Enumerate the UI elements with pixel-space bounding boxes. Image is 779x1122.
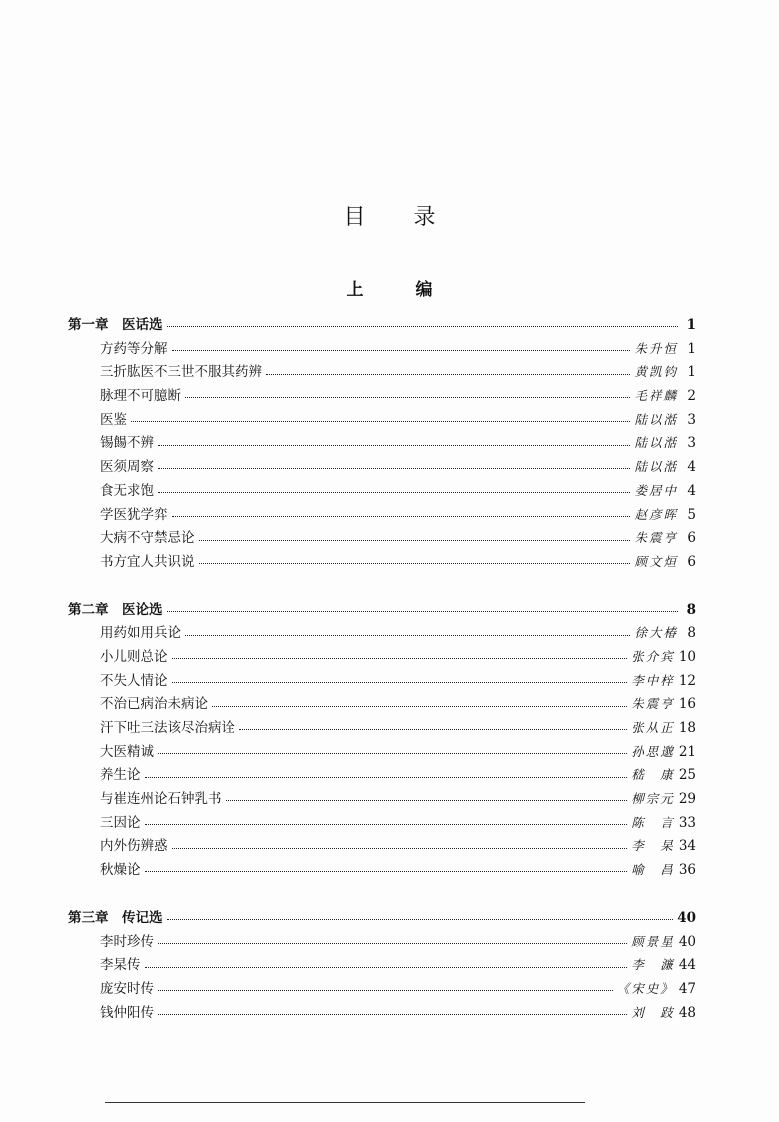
entry-author: 张介宾 xyxy=(631,648,675,664)
dot-leader xyxy=(158,943,627,944)
toc-entry[interactable] xyxy=(68,337,696,361)
entry-author: 顾景星 xyxy=(631,933,675,949)
toc-entry[interactable] xyxy=(68,479,696,503)
entry-page-number: 18 xyxy=(678,720,696,736)
dot-leader xyxy=(172,350,631,351)
toc-entry[interactable] xyxy=(68,740,696,764)
toc-entry[interactable] xyxy=(68,716,696,740)
toc-entry[interactable] xyxy=(68,503,696,527)
toc-entry[interactable] xyxy=(68,550,696,574)
entry-page-number: 40 xyxy=(678,933,696,950)
dot-leader xyxy=(145,871,628,872)
entry-author: 朱震亨 xyxy=(634,530,678,546)
chapter-title: 第二章 医论选 xyxy=(68,601,163,618)
entry-author: 陈 言 xyxy=(631,814,675,830)
dot-leader xyxy=(172,848,628,849)
entry-title: 汗下吐三法该尽治病诠 xyxy=(100,720,235,736)
part-title xyxy=(0,275,779,300)
chapter-page-number: 1 xyxy=(686,317,696,333)
entry-author: 陆以湉 xyxy=(634,411,678,427)
entry-title: 不失人情论 xyxy=(100,672,168,689)
entry-title: 庞安时传 xyxy=(100,980,154,997)
entry-page-number: 25 xyxy=(678,767,696,784)
dot-leader xyxy=(172,516,631,517)
entry-title: 小儿则总论 xyxy=(100,648,168,665)
entry-author: 陆以湉 xyxy=(634,435,678,451)
entry-author: 娄居中 xyxy=(634,482,678,498)
entry-author: 赵彦晖 xyxy=(634,506,678,522)
chapter-page-number: 40 xyxy=(677,909,696,926)
entry-author: 孙思邈 xyxy=(631,743,675,759)
toc-entry[interactable] xyxy=(68,669,696,693)
entry-title: 大医精诚 xyxy=(100,743,154,760)
dot-leader xyxy=(158,753,627,754)
dot-leader xyxy=(167,919,674,920)
entry-title: 钱仲阳传 xyxy=(100,1004,154,1021)
dot-leader xyxy=(185,397,630,398)
toc-entry[interactable] xyxy=(68,455,696,479)
entry-page-number: 29 xyxy=(678,791,696,808)
entry-page-number: 33 xyxy=(678,814,696,831)
entry-page-number: 47 xyxy=(678,980,696,997)
entry-title: 不治已病治未病论 xyxy=(100,696,208,713)
entry-title: 医鉴 xyxy=(100,411,127,428)
entry-page-number: 5 xyxy=(687,506,696,523)
entry-author: 喻 昌 xyxy=(631,862,675,878)
entry-page-number: 1 xyxy=(687,364,696,381)
dot-leader xyxy=(185,635,630,636)
page-title xyxy=(0,200,779,231)
entry-title: 三折肱医不三世不服其药辨 xyxy=(100,364,262,381)
entry-author: 《宋史》 xyxy=(616,980,675,996)
dot-leader xyxy=(145,777,628,778)
entry-author: 黄凯钧 xyxy=(634,364,678,380)
toc-entry[interactable] xyxy=(68,1001,696,1025)
entry-page-number: 36 xyxy=(678,862,696,879)
dot-leader xyxy=(158,468,630,469)
dot-leader xyxy=(158,1014,627,1015)
entry-author: 朱震亨 xyxy=(631,696,675,712)
entry-author: 朱升恒 xyxy=(634,340,678,356)
dot-leader xyxy=(199,540,631,541)
part-title-char-1: 上 xyxy=(346,280,416,300)
entry-title: 用药如用兵论 xyxy=(100,625,181,642)
footer-rule xyxy=(105,1102,585,1103)
entry-title: 食无求饱 xyxy=(100,482,154,499)
chapter-heading[interactable] xyxy=(68,906,696,930)
toc-entry[interactable] xyxy=(68,834,696,858)
table-of-contents xyxy=(68,313,696,1048)
entry-author: 张从正 xyxy=(631,720,675,735)
entry-title: 学医犹学弈 xyxy=(100,506,168,523)
entry-page-number: 48 xyxy=(678,1004,696,1021)
entry-author: 顾文烜 xyxy=(634,553,678,569)
page-title-char-2: 录 xyxy=(413,205,484,230)
toc-entry[interactable] xyxy=(68,953,696,977)
toc-entry[interactable] xyxy=(68,858,696,882)
entry-page-number: 12 xyxy=(678,672,696,689)
page-title-char-1: 目 xyxy=(343,205,414,230)
entry-page-number: 10 xyxy=(678,648,696,665)
entry-author: 嵇 康 xyxy=(631,767,675,783)
entry-title: 书方宜人共识说 xyxy=(100,553,195,570)
entry-page-number: 8 xyxy=(687,625,696,642)
entry-title: 医须周察 xyxy=(100,459,154,476)
chapter-title: 第三章 传记选 xyxy=(68,909,163,926)
entry-title: 三因论 xyxy=(100,814,141,831)
entry-page-number: 21 xyxy=(678,743,696,760)
dot-leader xyxy=(172,682,628,683)
toc-entry[interactable] xyxy=(68,431,696,455)
dot-leader xyxy=(158,990,613,991)
chapter-heading[interactable] xyxy=(68,598,696,622)
toc-entry[interactable] xyxy=(68,621,696,645)
entry-author: 陆以湉 xyxy=(634,459,678,475)
dot-leader xyxy=(239,729,627,730)
entry-page-number: 34 xyxy=(678,838,696,855)
entry-page-number: 6 xyxy=(687,553,696,570)
chapter-block xyxy=(68,906,696,1024)
entry-title: 脉理不可臆断 xyxy=(100,388,181,405)
entry-title: 方药等分解 xyxy=(100,340,168,357)
dot-leader xyxy=(266,374,630,375)
dot-leader xyxy=(145,824,628,825)
toc-entry[interactable] xyxy=(68,930,696,954)
toc-entry[interactable] xyxy=(68,787,696,811)
entry-page-number: 16 xyxy=(678,696,696,713)
entry-author: 李中梓 xyxy=(631,672,675,688)
entry-page-number: 3 xyxy=(687,411,696,428)
entry-author: 李 濂 xyxy=(631,957,675,973)
dot-leader xyxy=(145,967,628,968)
toc-entry[interactable] xyxy=(68,645,696,669)
entry-author: 徐大椿 xyxy=(634,625,678,641)
dot-leader xyxy=(199,563,631,564)
toc-entry[interactable] xyxy=(68,408,696,432)
dot-leader xyxy=(158,445,630,446)
toc-entry[interactable] xyxy=(68,360,696,384)
toc-entry[interactable] xyxy=(68,763,696,787)
entry-title: 与崔连州论石钟乳书 xyxy=(100,791,222,808)
dot-leader xyxy=(212,706,627,707)
chapter-title: 第一章 医话选 xyxy=(68,317,163,333)
entry-title: 李杲传 xyxy=(100,957,141,974)
dot-leader xyxy=(226,800,628,801)
chapter-block xyxy=(68,598,696,882)
entry-author: 李 杲 xyxy=(631,838,675,854)
entry-title: 内外伤辨惑 xyxy=(100,838,168,855)
toc-entry[interactable] xyxy=(68,811,696,835)
entry-title: 大病不守禁忌论 xyxy=(100,530,195,547)
dot-leader xyxy=(131,421,630,422)
entry-author: 刘 跂 xyxy=(631,1004,675,1020)
toc-entry[interactable] xyxy=(68,977,696,1001)
toc-entry[interactable] xyxy=(68,692,696,716)
entry-title: 秋燥论 xyxy=(100,862,141,879)
entry-page-number: 6 xyxy=(687,530,696,547)
part-title-char-2: 编 xyxy=(415,280,485,300)
entry-title: 养生论 xyxy=(100,767,141,784)
entry-title: 锡餳不辨 xyxy=(100,435,154,452)
entry-author: 毛祥麟 xyxy=(634,388,678,404)
entry-page-number: 2 xyxy=(687,388,696,405)
dot-leader xyxy=(158,492,630,493)
entry-page-number: 4 xyxy=(687,482,696,499)
toc-entry[interactable] xyxy=(68,384,696,408)
entry-page-number: 44 xyxy=(678,957,696,974)
dot-leader xyxy=(167,611,679,612)
entry-page-number: 1 xyxy=(687,340,696,357)
chapter-heading[interactable] xyxy=(68,313,696,337)
dot-leader xyxy=(167,326,679,327)
entry-title: 李时珍传 xyxy=(100,933,154,950)
entry-page-number: 4 xyxy=(687,459,696,476)
entry-author: 柳宗元 xyxy=(631,791,675,807)
dot-leader xyxy=(172,658,628,659)
chapter-block xyxy=(68,313,696,574)
entry-page-number: 3 xyxy=(687,435,696,452)
toc-entry[interactable] xyxy=(68,526,696,550)
chapter-page-number: 8 xyxy=(686,601,696,618)
